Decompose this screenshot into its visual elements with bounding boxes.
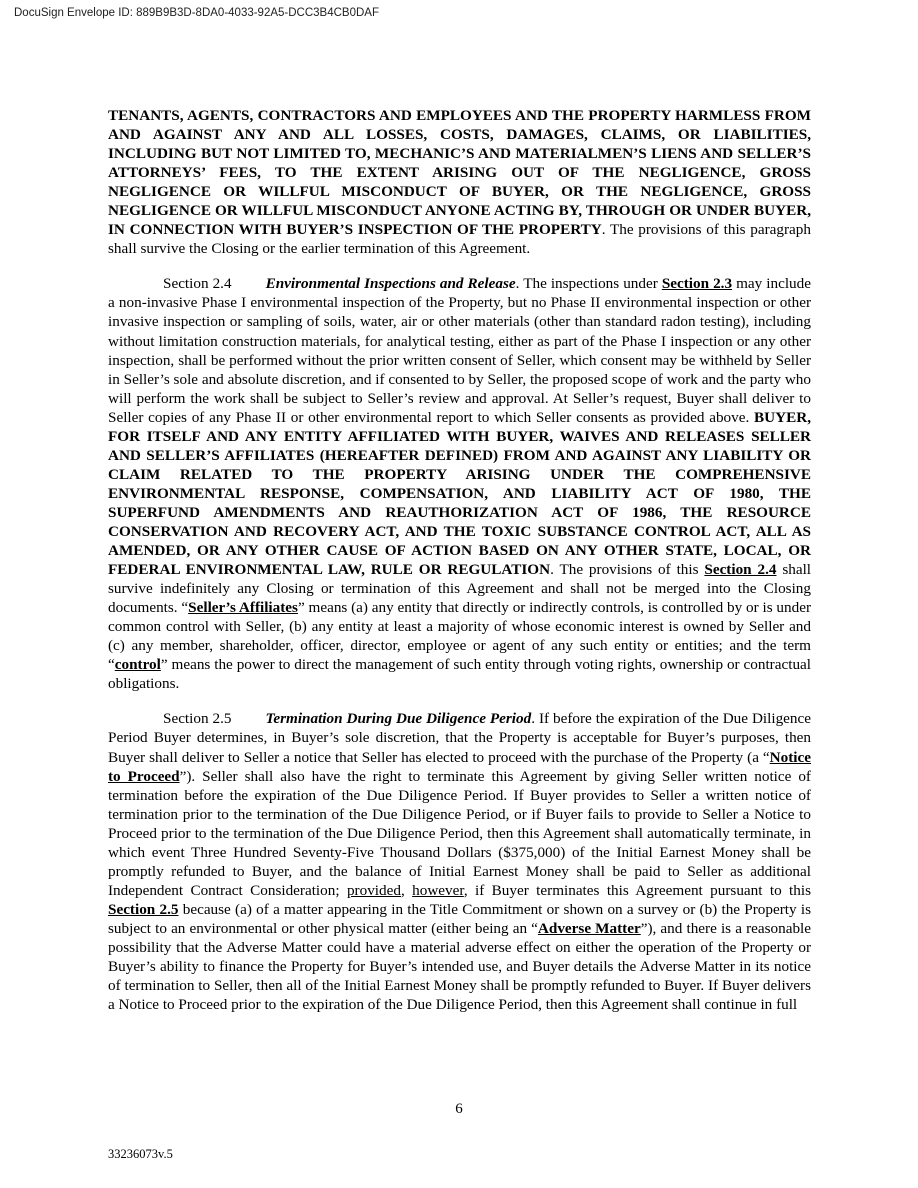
control-term: control xyxy=(114,656,161,674)
environmental-release-caps: BUYER, FOR ITSELF AND ANY ENTITY AFFILIATED WITH BUYER, WAIVES AND RELEASES SELLER AND SELLER’S AFFILIATES (HEREAFTER DEFINED) FROM AND AGAINST ANY LIABILITY OR CLAIM RELATED TO THE PROPERTY ARISING UNDER THE COMPREHENSIVE ENVIRONMENTAL RESPONSE, COMPENSATION, AND LIABILITY ACT OF 1980, THE SUPERFUND AMENDMENTS AND REAUTHORIZATION ACT OF 1986, THE RESOURCE CONSERVATION AND RECOVERY ACT, AND THE TOXIC SUBSTANCE CONTROL ACT, ALL AS AMENDED, OR ANY OTHER CAUSE OF ACTION BASED ON ANY OTHER STATE, LOCAL, OR FEDERAL ENVIRONMENTAL LAW, RULE OR REGULATION xyxy=(108,408,811,579)
paragraph-indemnity xyxy=(108,106,811,258)
indemnity-caps-text: TENANTS, AGENTS, CONTRACTORS AND EMPLOYEES AND THE PROPERTY HARMLESS FROM AND AGAINST ANY AND ALL LOSSES, COSTS, DAMAGES, CLAIMS, OR LIABILITIES, INCLUDING BUT NOT LIMITED TO, MECHANIC’S AND MATERIALMEN’S LIENS AND SELLER’S ATTORNEYS’ FEES, TO THE EXTENT ARISING OUT OF THE NEGLIGENCE, GROSS NEGLIGENCE OR WILLFUL MISCONDUCT OF BUYER, OR THE NEGLIGENCE, GROSS NEGLIGENCE OR WILLFUL MISCONDUCT ANYONE ACTING BY, THROUGH OR UNDER BUYER, IN CONNECTION WITH BUYER’S INSPECTION OF THE PROPERTY xyxy=(108,107,811,239)
document-id: 33236073v.5 xyxy=(108,1147,173,1161)
section-2-4-label: Section 2.4 xyxy=(163,275,232,293)
docusign-envelope-id: DocuSign Envelope ID: 889B9B3D-8DA0-4033-92A5-DCC3B4CB0DAF xyxy=(14,7,379,19)
section-2-5-label: Section 2.5 xyxy=(163,710,232,728)
section-2-4: Section 2.4 Environmental Inspections and Release. The inspections under Section 2.3 may include a non-invasive Phase I environmental inspection of the Property, but no Phase II environmental inspection or other invasive inspection or sampling of soils, water, air or other materials (other than standard radon testing), including without limitation construction materials, for analytical testing, either as part of the Phase I inspection or any other inspection, shall be performed without the prior written consent of Seller, which consent may be withheld by Seller in Seller’s sole and absolute discretion, and if consented to by Seller, the proposed scope of work and the party who will perform the work shall be subject to Seller’s review and approval. At Seller’s request, Buyer shall deliver to Seller copies of any Phase II or other environmental report to which Seller consents as provided above. BUYER, FOR ITSELF AND ANY ENTITY AFFILIATED WITH BUYER, WAIVES AND RELEASES SELLER AND SELLER’S AFFILIATES (HEREAFTER DEFINED) FROM AND AGAINST ANY LIABILITY OR CLAIM RELATED TO THE PROPERTY ARISING UNDER THE COMPREHENSIVE ENVIRONMENTAL RESPONSE, COMPENSATION, AND LIABILITY ACT OF 1980, THE SUPERFUND AMENDMENTS AND REAUTHORIZATION ACT OF 1986, THE RESOURCE CONSERVATION AND RECOVERY ACT, AND THE TOXIC SUBSTANCE CONTROL ACT, ALL AS AMENDED, OR ANY OTHER CAUSE OF ACTION BASED ON ANY OTHER STATE, LOCAL, OR FEDERAL ENVIRONMENTAL LAW, RULE OR REGULATION. The provisions of this Section 2.4 shall survive indefinitely any Closing or termination of this Agreement and shall not be merged into the Closing documents. “Seller’s Affiliates” means (a) any entity that directly or indirectly controls, is controlled by or is under common control with Seller, (b) any entity at least a majority of whose economic interest is owned by Seller and (c) any member, shareholder, officer, director, employee or agent of any such entity or entities; and the term “control” means the power to direct the management of such entity through voting rights, ownership or contractual obligations. xyxy=(108,275,812,693)
section-2-4-reference: Section 2.4 xyxy=(704,561,777,579)
sellers-affiliates-term: Seller’s Affiliates xyxy=(188,599,298,617)
section-2-5: Section 2.5 Termination During Due Diligence Period. If before the expiration of the Due Diligence Period Buyer determines, in Buyer’s sole discretion, that the Property is acceptable for Buyer’s purposes, then Buyer shall deliver to Seller a notice that Seller has elected to proceed with the purchase of the Property (a “Notice to Proceed”). Seller shall also have the right to terminate this Agreement by giving Seller written notice of termination before the expiration of the Due Diligence Period. If Buyer provides to Seller a written notice of termination prior to the termination of the Due Diligence Period, or if Buyer fails to provide to Seller a Notice to Proceed prior to the termination of the Due Diligence Period, then this Agreement shall automatically terminate, in which event Three Hundred Seventy-Five Thousand Dollars ($375,000) of the Initial Earnest Money shall be promptly refunded to Buyer, and the balance of Initial Earnest Money shall be paid to Seller as additional Independent Contract Consideration; provided, however, if Buyer terminates this Agreement pursuant to this Section 2.5 because (a) of a matter appearing in the Title Commitment or shown on a survey or (b) the Property is subject to an environmental or other physical matter (either being an “Adverse Matter”), and there is a reasonable possibility that the Adverse Matter could have a material adverse effect on either the operation of the Property or Buyer’s ability to finance the Property for Buyer’s intended use, and Buyer details the Adverse Matter in its notice of termination to Seller, then all of the Initial Earnest Money shall be promptly refunded to Buyer. If Buyer delivers a Notice to Proceed prior to the expiration of the Due Diligence Period, then this Agreement shall continue in full xyxy=(108,710,811,1014)
however-term: however xyxy=(412,881,464,899)
provided-term: provided xyxy=(346,881,401,899)
document-body xyxy=(108,106,811,1014)
section-2-5-title: Termination During Due Diligence Period xyxy=(265,710,532,728)
indemnity-tail-text: . The provisions of this paragraph shall survive the Closing or the earlier termination of this Agreement. xyxy=(108,221,811,258)
section-2-5-reference: Section 2.5 xyxy=(108,900,179,918)
page-number: 6 xyxy=(455,1101,463,1117)
adverse-matter-term: Adverse Matter xyxy=(537,919,641,937)
section-2-4-title: Environmental Inspections and Release xyxy=(265,275,516,293)
notice-to-proceed-term: Notice to Proceed xyxy=(108,748,811,785)
section-2-3-reference: Section 2.3 xyxy=(661,275,733,293)
